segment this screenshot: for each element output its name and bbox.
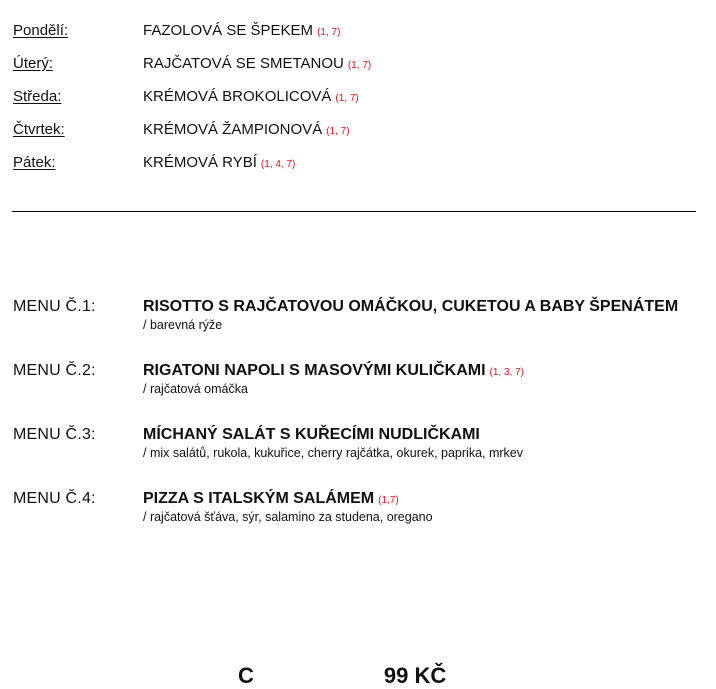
soup-name: KRÉMOVÁ ŽAMPIONOVÁ: [143, 121, 323, 138]
menu-item-2: [13, 362, 703, 396]
menu-title: MÍCHANÝ SALÁT S KUŘECÍMI NUDLIČKAMI: [143, 426, 480, 443]
menu-description: / rajčatová šťáva, sýr, salamino za studena, oregano: [143, 510, 433, 524]
menu-description: / rajčatová omáčka: [143, 382, 248, 396]
allergen-codes: (1, 3, 7): [489, 367, 524, 378]
menu-label: MENU Č.1:: [13, 298, 96, 315]
menu-label: MENU Č.3:: [13, 426, 96, 443]
menu-description: / barevná rýže: [143, 318, 223, 332]
day-label: Pondělí:: [13, 22, 69, 39]
menu-description: / mix salátů, rukola, kukuřice, cherry rajčátka, okurek, paprika, mrkev: [143, 446, 523, 460]
price-line: [238, 663, 446, 689]
day-label: Čtvrtek:: [13, 121, 65, 138]
price-value: 99 KČ: [383, 663, 447, 688]
menu-title: RISOTTO S RAJČATOVOU OMÁČKOU, CUKETOU A BABY ŠPENÁTEM: [143, 298, 679, 315]
soup-name: RAJČATOVÁ SE SMETANOU: [143, 55, 344, 72]
soup-name: FAZOLOVÁ SE ŠPEKEM: [143, 22, 314, 39]
menu-label: MENU Č.2:: [13, 362, 96, 379]
allergen-codes: (1, 7): [317, 27, 341, 38]
section-divider: [12, 211, 696, 212]
price-line-left: C: [238, 663, 254, 688]
day-label: Středa:: [13, 88, 62, 105]
menu-item-4: [13, 490, 703, 524]
soup-row-thursday: [13, 121, 350, 141]
menu-label: MENU Č.4:: [13, 490, 96, 507]
day-label: Pátek:: [13, 154, 56, 171]
allergen-codes: (1, 7): [335, 93, 359, 104]
day-label: Úterý:: [13, 55, 54, 72]
allergen-codes: (1, 7): [347, 60, 372, 71]
allergen-codes: (1,7): [378, 495, 399, 506]
soup-name: KRÉMOVÁ BROKOLICOVÁ: [143, 88, 332, 105]
soup-row-wednesday: [13, 88, 359, 108]
menu-title: RIGATONI NAPOLI S MASOVÝMI KULIČKAMI: [143, 362, 486, 379]
soup-row-friday: [13, 154, 295, 174]
soup-row-tuesday: [13, 55, 371, 75]
menu-item-3: [13, 426, 703, 460]
allergen-codes: (1, 4, 7): [260, 159, 296, 170]
menu-item-1: [13, 298, 703, 332]
soup-row-monday: [13, 22, 340, 42]
allergen-codes: (1, 7): [326, 126, 350, 137]
menu-title: PIZZA S ITALSKÝM SALÁMEM: [143, 490, 375, 507]
soup-name: KRÉMOVÁ RYBÍ: [143, 154, 257, 171]
